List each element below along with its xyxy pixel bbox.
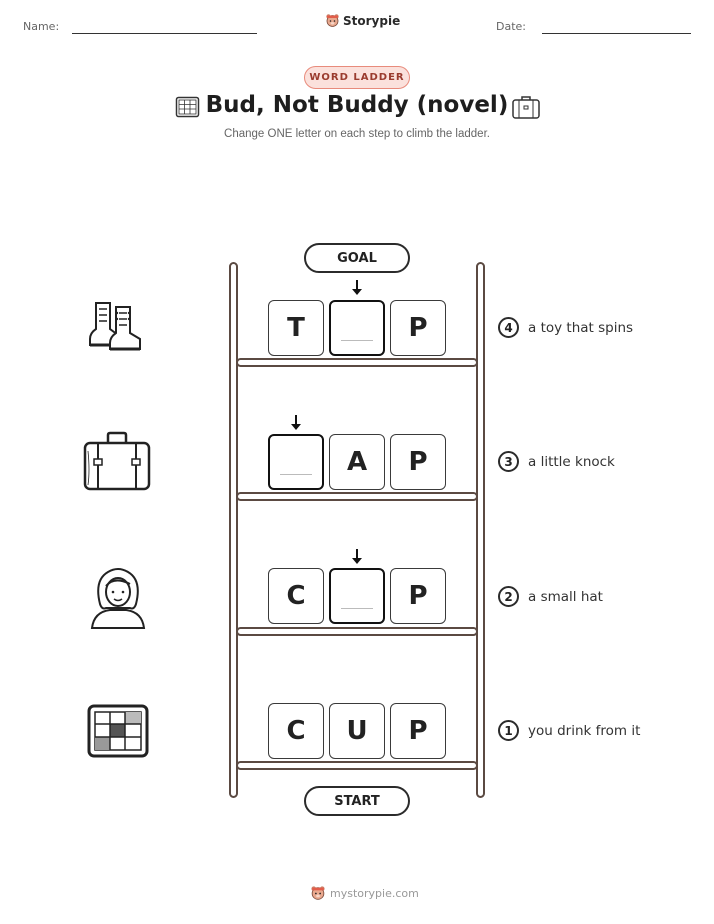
clue-row bbox=[498, 451, 615, 472]
letter-tile: P bbox=[390, 300, 446, 356]
ladder-left-rail bbox=[229, 262, 238, 798]
ladder-right-rail bbox=[476, 262, 485, 798]
arrow-down-icon bbox=[350, 280, 364, 296]
bear-mascot-icon bbox=[310, 885, 326, 902]
quilt-icon bbox=[86, 703, 150, 759]
clue-text: you drink from it bbox=[528, 722, 641, 739]
clue-row bbox=[498, 317, 633, 338]
arrow-down-icon bbox=[289, 415, 303, 431]
suitcase-small-icon bbox=[511, 94, 541, 120]
clue-text: a small hat bbox=[528, 588, 603, 605]
brand-logo bbox=[325, 13, 400, 29]
date-label: Date: bbox=[496, 20, 526, 33]
letter-tile: C bbox=[268, 568, 324, 624]
word-ladder-badge: WORD LADDER bbox=[304, 66, 410, 89]
footer bbox=[310, 885, 419, 902]
letter-tile: C bbox=[268, 703, 324, 759]
footer-url[interactable]: mystorypie.com bbox=[330, 887, 419, 900]
ladder-rung bbox=[236, 761, 478, 770]
letter-tile: A bbox=[329, 434, 385, 490]
clue-number: 1 bbox=[498, 720, 519, 741]
goal-label: GOAL bbox=[304, 243, 410, 273]
clue-text: a toy that spins bbox=[528, 319, 634, 336]
brand-name: Storypie bbox=[343, 14, 401, 28]
arrow-down-icon bbox=[350, 549, 364, 565]
letter-tile: U bbox=[329, 703, 385, 759]
name-line[interactable] bbox=[72, 33, 257, 34]
ladder-rung bbox=[236, 492, 478, 501]
letter-tile: T bbox=[268, 300, 324, 356]
boots-icon bbox=[86, 299, 150, 353]
worksheet-instructions: Change ONE letter on each step to climb the ladder. bbox=[224, 128, 490, 140]
worksheet-title: Bud, Not Buddy (novel) bbox=[205, 92, 509, 118]
clue-number: 2 bbox=[498, 586, 519, 607]
blank-letter-tile[interactable] bbox=[329, 300, 385, 356]
clue-text: a little knock bbox=[528, 453, 615, 470]
clue-row bbox=[498, 586, 603, 607]
name-label: Name: bbox=[23, 20, 60, 33]
blank-letter-tile[interactable] bbox=[329, 568, 385, 624]
letter-tile: P bbox=[390, 703, 446, 759]
clue-row bbox=[498, 720, 640, 741]
clue-number: 3 bbox=[498, 451, 519, 472]
clue-number: 4 bbox=[498, 317, 519, 338]
letter-tile: P bbox=[390, 568, 446, 624]
ladder-rung bbox=[236, 627, 478, 636]
woman-portrait-icon bbox=[90, 564, 146, 630]
suitcase-icon bbox=[82, 431, 152, 493]
ladder-rung bbox=[236, 358, 478, 367]
date-line[interactable] bbox=[542, 33, 691, 34]
start-label: START bbox=[304, 786, 410, 816]
blank-letter-tile[interactable] bbox=[268, 434, 324, 490]
letter-tile: P bbox=[390, 434, 446, 490]
bear-mascot-icon bbox=[325, 13, 340, 29]
